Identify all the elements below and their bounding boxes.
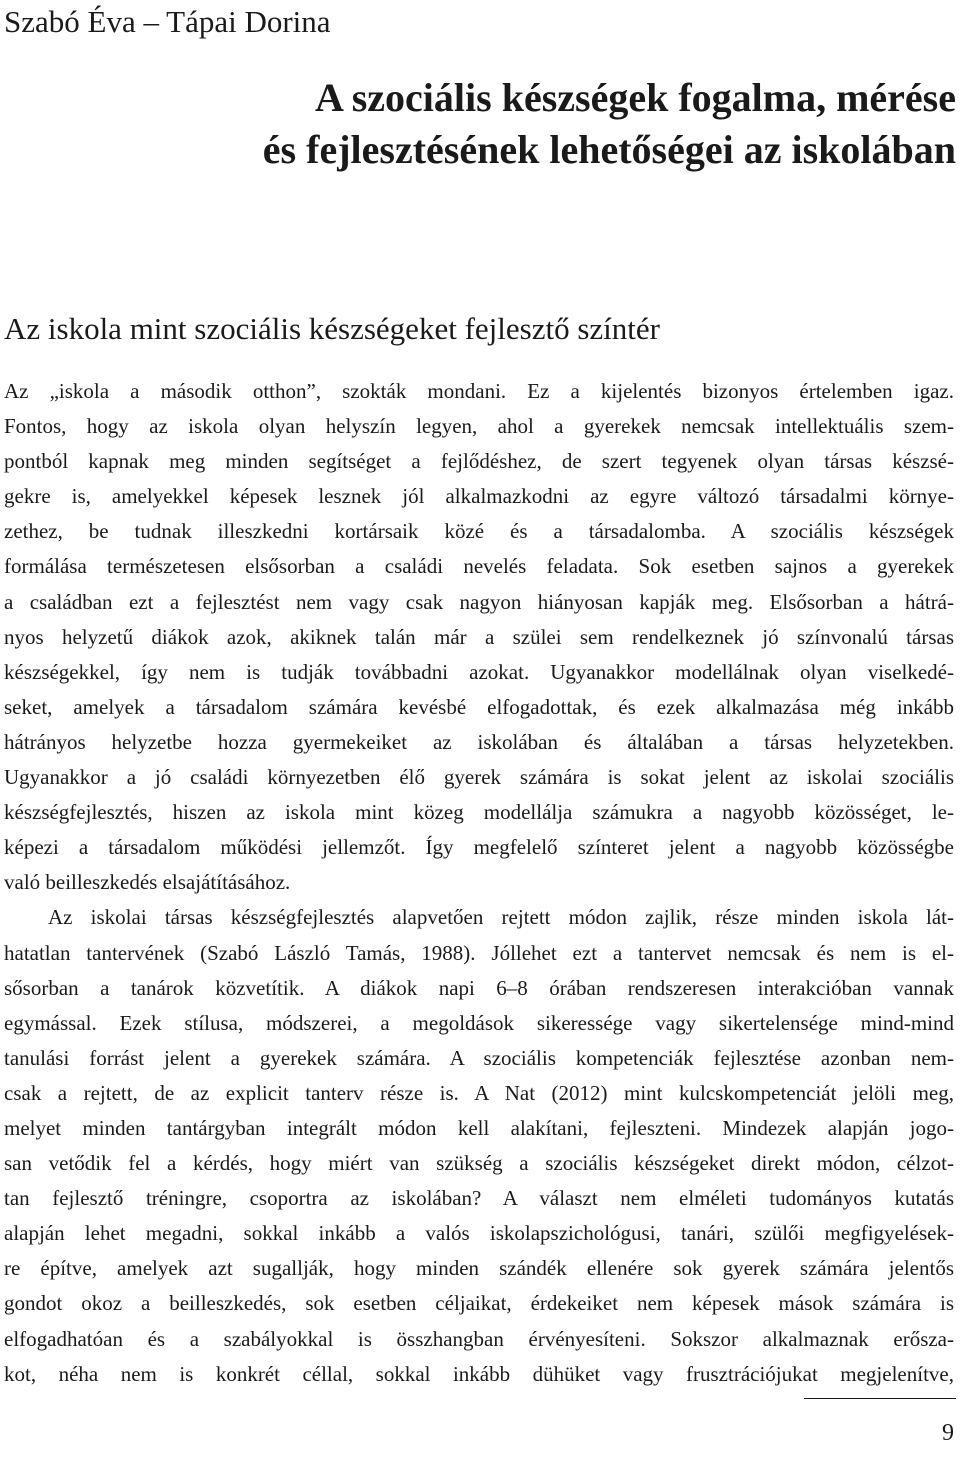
text-line: gekre is, amelyekkel képesek lesznek jól alkalmazkodni az egyre változó társadalmi környe- bbox=[4, 484, 954, 509]
text-line: készségekkel, így nem is tudják továbbadni azokat. Ugyanakkor modellálnak olyan viselkedé- bbox=[4, 659, 954, 684]
authors: Szabó Éva – Tápai Dorina bbox=[4, 4, 331, 39]
text-line: zethez, be tudnak illeszkedni kortársaik közé és a társadalomba. A szociális készségek bbox=[4, 519, 954, 544]
text-line: gondot okoz a beilleszkedés, sok esetben céljaikat, érdekeiket nem képesek mások számára is bbox=[4, 1291, 954, 1316]
text-line: pontból kapnak meg minden segítséget a fejlődéshez, de szert tegyenek olyan társas készsé- bbox=[4, 449, 954, 474]
text-line: re építve, amelyek azt sugallják, hogy minden szándék ellenére sok gyerek számára jelentős bbox=[4, 1256, 954, 1281]
page-number: 9 bbox=[942, 1420, 954, 1446]
text-line: Az „iskola a második otthon”, szokták mondani. Ez a kijelentés bizonyos értelemben igaz. bbox=[4, 379, 954, 403]
text-line: készségfejlesztés, hiszen az iskola mint közeg modellálja számukra a nagyobb közösséget, le- bbox=[4, 800, 954, 825]
article-title-line: A szociális készségek fogalma, mérése bbox=[315, 75, 956, 120]
text-line: csak a rejtett, de az explicit tanterv része is. A Nat (2012) mint kulcskompetenciát jelöli meg, bbox=[4, 1080, 954, 1105]
footer-rule bbox=[804, 1398, 956, 1399]
text-line: kot, néha nem is konkrét céllal, sokkal inkább dühüket vagy frusztrációjukat megjelenítve, bbox=[4, 1361, 954, 1386]
text-line: képezi a társadalom működési jellemzőt. Így megfelelő színteret jelent a nagyobb közösségbe bbox=[4, 835, 954, 860]
text-line: egymással. Ezek stílusa, módszerei, a megoldások sikeressége vagy sikertelensége mind-mind bbox=[4, 1010, 954, 1035]
text-line: sősorban a tanárok közvetítik. A diákok napi 6–8 órában rendszeresen interakcióban vannak bbox=[4, 975, 954, 1000]
text-line: seket, amelyek a társadalom számára kevésbé elfogadottak, és ezek alkalmazása még inkább bbox=[4, 694, 954, 719]
text-line: hatatlan tantervének (Szabó László Tamás, 1988). Jóllehet ezt a tantervet nemcsak és nem is el- bbox=[4, 940, 954, 965]
text-line: formálása természetesen elsősorban a családi nevelés feladata. Sok esetben sajnos a gyerekek bbox=[4, 554, 954, 579]
text-line: elfogadhatóan és a szabályokkal is összhangban érvényesíteni. Sokszor alkalmaznak erősza- bbox=[4, 1326, 954, 1351]
text-line: alapján lehet megadni, sokkal inkább a valós iskolapszichológusi, tanári, szülői megfigyelések- bbox=[4, 1221, 954, 1246]
text-line: tan fejlesztő tréningre, csoportra az iskolában? A választ nem elméleti tudományos kutatás bbox=[4, 1186, 954, 1211]
text-line: Fontos, hogy az iskola olyan helyszín legyen, ahol a gyerekek nemcsak intellektuális szem- bbox=[4, 414, 954, 439]
text-line: való beilleszkedés elsajátításához. bbox=[4, 870, 291, 895]
text-line: Az iskolai társas készségfejlesztés alapvetően rejtett módon zajlik, része minden iskola lát- bbox=[48, 905, 954, 930]
text-line: melyet minden tantárgyban integrált módon kell alakítani, fejleszteni. Mindezek alapján jogo- bbox=[4, 1115, 954, 1140]
body-text bbox=[4, 374, 954, 1392]
article-title-line: és fejlesztésének lehetőségei az iskolában bbox=[262, 127, 956, 172]
text-line: Ugyanakkor a jó családi környezetben élő gyerek számára is sokat jelent az iskolai szociális bbox=[4, 765, 954, 790]
section-heading: Az iskola mint szociális készségeket fejlesztő színtér bbox=[4, 311, 660, 346]
text-line: hátrányos helyzetbe hozza gyermekeiket az iskolában és általában a társas helyzetekben. bbox=[4, 729, 954, 754]
paragraph-1 bbox=[4, 374, 954, 900]
article-title bbox=[0, 72, 956, 176]
text-line: san vetődik fel a kérdés, hogy miért van szükség a szociális készségeket direkt módon, célzot- bbox=[4, 1151, 954, 1176]
text-line: tanulási forrást jelent a gyerekek számára. A szociális kompetenciák fejlesztése azonban nem- bbox=[4, 1045, 954, 1070]
paragraph-2 bbox=[4, 900, 954, 1391]
text-line: nyos helyzetű diákok azok, akiknek talán már a szülei sem rendelkeznek jó színvonalú társas bbox=[4, 624, 954, 649]
text-line: a családban ezt a fejlesztést nem vagy csak nagyon hiányosan kapják meg. Elsősorban a hátrá- bbox=[4, 589, 954, 614]
